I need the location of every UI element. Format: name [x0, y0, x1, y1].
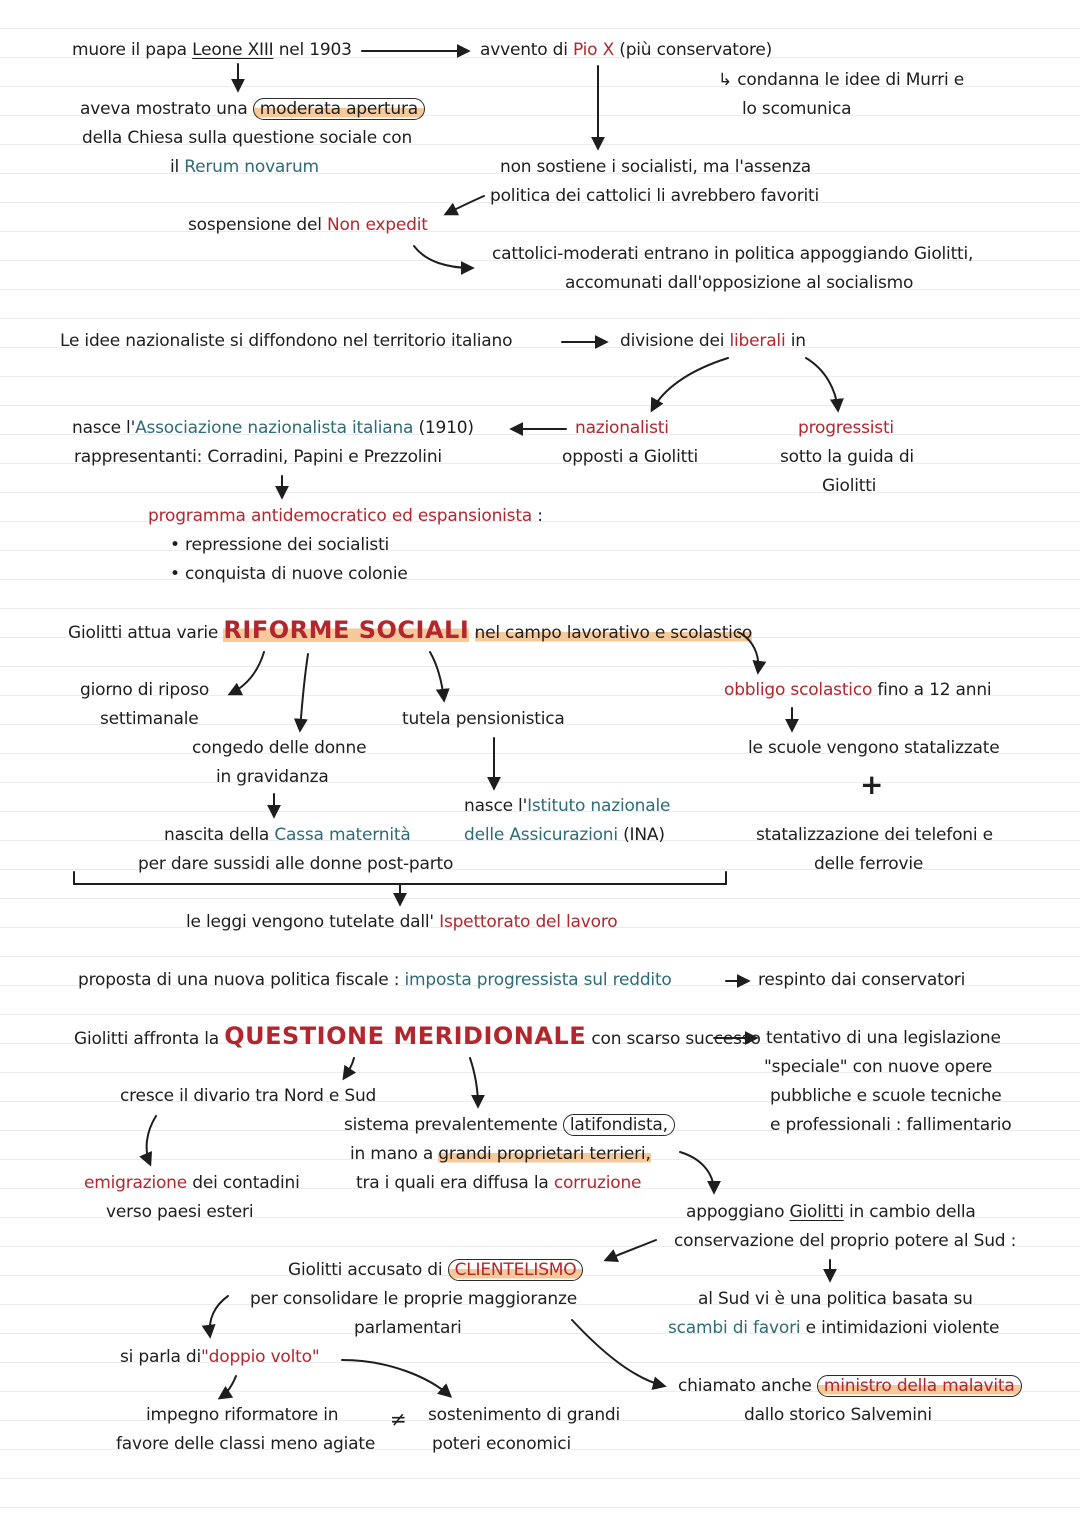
note-text: per consolidare le proprie maggioranze — [250, 1289, 577, 1309]
note-text: congedo delle donne — [192, 738, 367, 758]
note-text: per dare sussidi alle donne post-parto — [138, 854, 454, 874]
note-text: le leggi vengono tutelate dall' Ispettorato del lavoro — [186, 912, 618, 932]
arrow — [572, 1320, 664, 1386]
note-text: ↳ condanna le idee di Murri e — [718, 70, 964, 90]
note-text: appoggiano Giolitti in cambio della — [686, 1202, 976, 1222]
note-text: aveva mostrato una moderata apertura — [80, 95, 425, 124]
liberali: liberali — [729, 331, 786, 351]
arrow — [344, 1058, 354, 1078]
note-text: cattolici-moderati entrano in politica appoggiando Giolitti, — [492, 244, 974, 264]
note-text: opposti a Giolitti — [562, 447, 699, 467]
progressisti: progressisti — [798, 418, 894, 438]
riforme-sociali: RIFORME SOCIALI — [223, 616, 470, 644]
leone-xiii: Leone XIII — [192, 40, 274, 60]
note-text: tentativo di una legislazione — [766, 1028, 1001, 1048]
note-text: emigrazione dei contadini — [84, 1173, 300, 1193]
note-text: favore delle classi meno agiate — [116, 1434, 376, 1454]
arrow — [446, 196, 484, 214]
obbligo-scolastico: obbligo scolastico — [724, 680, 873, 700]
note-text: Le idee nazionaliste si diffondono nel territorio italiano — [60, 331, 513, 351]
note-text: e professionali : fallimentario — [770, 1115, 1012, 1135]
note-text: politica dei cattolici li avrebbero favoriti — [490, 186, 820, 206]
note-text: sistema prevalentemente latifondista, — [344, 1111, 675, 1140]
not-equal-sign: ≠ — [390, 1407, 407, 1431]
arrow — [680, 1152, 714, 1192]
note-text: delle ferrovie — [814, 854, 924, 874]
note-text: dallo storico Salvemini — [744, 1405, 932, 1425]
note-text: in mano a grandi proprietari terrieri, — [350, 1144, 651, 1164]
scambi-di-favori: scambi di favori — [668, 1318, 801, 1338]
note-text: parlamentari — [354, 1318, 462, 1338]
note-text: in gravidanza — [216, 767, 329, 787]
note-text: statalizzazione dei telefoni e — [756, 825, 993, 845]
ministro-malavita: ministro della malavita — [817, 1375, 1022, 1397]
note-text: conservazione del proprio potere al Sud : — [674, 1231, 1017, 1251]
bullet: • repressione dei socialisti — [170, 535, 390, 555]
note-text: le scuole vengono statalizzate — [748, 738, 1000, 758]
arrow — [806, 358, 838, 410]
note-text: Giolitti accusato di CLIENTELISMO — [288, 1256, 583, 1285]
rerum-novarum: Rerum novarum — [184, 157, 319, 177]
arrow — [220, 1376, 236, 1398]
doppio-volto: "doppio volto" — [201, 1347, 320, 1367]
arrow — [606, 1240, 656, 1260]
note-text: non sostiene i socialisti, ma l'assenza — [500, 157, 812, 177]
note-text: scambi di favori e intimidazioni violente — [668, 1318, 1000, 1338]
arrow — [414, 246, 472, 268]
note-text: pubbliche e scuole tecniche — [770, 1086, 1002, 1106]
grandi-proprietari: grandi proprietari terrieri, — [438, 1144, 651, 1164]
note-text: cresce il divario tra Nord e Sud — [120, 1086, 377, 1106]
arrow — [470, 1058, 478, 1106]
note-text: settimanale — [100, 709, 199, 729]
note-text: avvento di Pio X (più conservatore) — [480, 40, 773, 60]
bullet: • conquista di nuove colonie — [170, 564, 408, 584]
note-text: della Chiesa sulla questione sociale con — [82, 128, 413, 148]
corruzione: corruzione — [553, 1173, 642, 1193]
note-text: tutela pensionistica — [402, 709, 565, 729]
arrow — [210, 1296, 228, 1336]
arrow — [230, 652, 264, 694]
note-text: delle Assicurazioni (INA) — [464, 825, 665, 845]
note-text: proposta di una nuova politica fiscale : imposta progressista sul reddito — [78, 970, 672, 990]
note-text: nasce l'Associazione nazionalista italiana (1910) — [72, 418, 474, 438]
arrow — [147, 1116, 156, 1164]
ispettorato: Ispettorato del lavoro — [439, 912, 618, 932]
note-text: respinto dai conservatori — [758, 970, 966, 990]
note-text: verso paesi esteri — [106, 1202, 254, 1222]
arrow — [342, 1360, 450, 1396]
note-text: rappresentanti: Corradini, Papini e Prezzolini — [74, 447, 442, 467]
note-text: divisione dei liberali in — [620, 331, 806, 351]
arrow — [300, 654, 308, 730]
arrow — [652, 358, 728, 410]
note-text: chiamato anche ministro della malavita — [678, 1372, 1022, 1401]
note-text: nasce l'Istituto nazionale — [464, 796, 671, 816]
programma: programma antidemocratico ed espansionista — [148, 506, 533, 526]
note-text: lo scomunica — [742, 99, 852, 119]
note-text: muore il papa Leone XIII nel 1903 — [72, 40, 352, 60]
note-text: sospensione del Non expedit — [188, 215, 428, 235]
nazionalisti: nazionalisti — [575, 418, 669, 438]
note-text: Giolitti — [822, 476, 877, 496]
plus-sign: + — [860, 768, 884, 801]
note-text: impegno riformatore in — [146, 1405, 339, 1425]
questione-meridionale: QUESTIONE MERIDIONALE — [224, 1022, 587, 1050]
note-text: sotto la guida di — [780, 447, 914, 467]
arrow — [430, 652, 444, 700]
note-text: nascita della Cassa maternità — [164, 825, 411, 845]
cassa-maternita: Cassa maternità — [274, 825, 411, 845]
note-text: si parla di"doppio volto" — [120, 1347, 320, 1367]
note-text: Giolitti affronta la QUESTIONE MERIDIONALE con scarso successo — [74, 1022, 761, 1050]
note-text: al Sud vi è una politica basata su — [698, 1289, 973, 1309]
pio-x: Pio X — [572, 40, 615, 60]
note-text: tra i quali era diffusa la corruzione — [356, 1173, 642, 1193]
imposta: imposta progressista sul reddito — [404, 970, 672, 990]
latifondista: latifondista, — [563, 1114, 675, 1136]
note-text: il Rerum novarum — [170, 157, 319, 177]
note-text: Giolitti attua varie RIFORME SOCIALI nel campo lavorativo e scolastico — [68, 616, 753, 644]
note-text: programma antidemocratico ed espansionista : — [148, 506, 543, 526]
note-text: sostenimento di grandi — [428, 1405, 621, 1425]
note-text: poteri economici — [432, 1434, 571, 1454]
moderata-apertura: moderata apertura — [253, 98, 425, 120]
note-text: "speciale" con nuove opere — [764, 1057, 993, 1077]
note-text: giorno di riposo — [80, 680, 210, 700]
clientelismo: CLIENTELISMO — [448, 1259, 584, 1281]
istituto: Istituto nazionale — [527, 796, 671, 816]
non-expedit: Non expedit — [326, 215, 428, 235]
note-text: accomunati dall'opposizione al socialismo — [565, 273, 914, 293]
ani: Associazione nazionalista italiana — [135, 418, 414, 438]
emigrazione: emigrazione — [84, 1173, 188, 1193]
giolitti-underlined: Giolitti — [789, 1202, 844, 1222]
note-text: obbligo scolastico fino a 12 anni — [724, 680, 992, 700]
